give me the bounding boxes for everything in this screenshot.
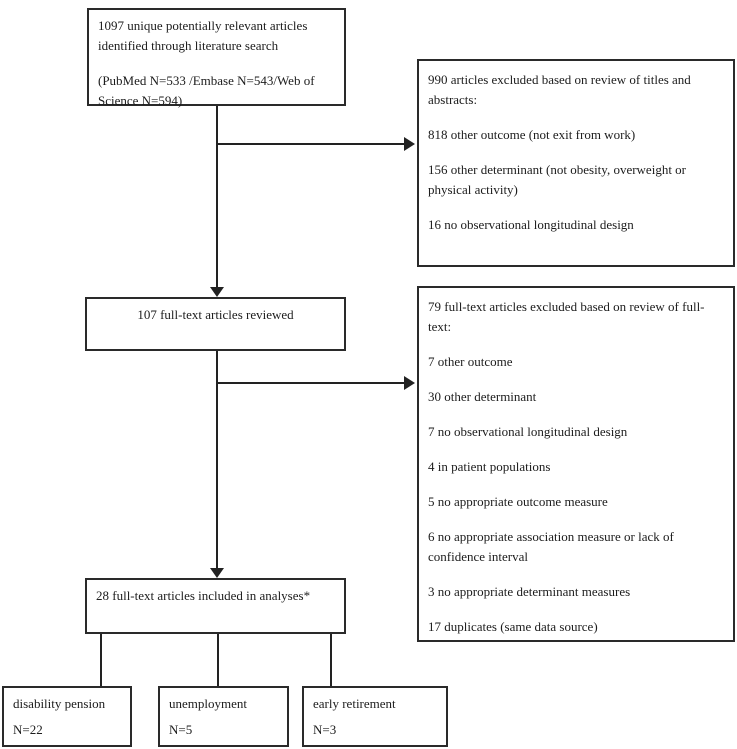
box-fulltext-reviewed	[85, 297, 346, 351]
excluded-fulltext-item: 7 no observational longitudinal design	[428, 424, 628, 439]
box-included-analyses	[85, 578, 346, 634]
arrowhead-down-icon	[210, 568, 224, 578]
identified-sources-text: (PubMed N=533 /Embase N=543/Web of Science N=594)	[98, 73, 315, 108]
excluded-fulltext-item: 5 no appropriate outcome measure	[428, 494, 608, 509]
unemployment-label: unemployment	[169, 696, 247, 711]
included-analyses-text: 28 full-text articles included in analyses*	[96, 588, 311, 603]
disability-pension-count: N=22	[13, 722, 43, 737]
arrowhead-right-icon	[404, 376, 415, 390]
excluded-fulltext-item: 3 no appropriate determinant measures	[428, 584, 631, 599]
box-outcome-early-retirement	[302, 686, 448, 747]
excluded-titles-header: 990 articles excluded based on review of titles and abstracts:	[428, 72, 691, 107]
connector-branch-to-excluded-titles	[216, 143, 404, 145]
connector-included-to-unemployment	[217, 634, 219, 686]
identified-articles-text: 1097 unique potentially relevant articles identified through literature search	[98, 18, 308, 53]
early-retirement-label: early retirement	[313, 696, 396, 711]
excluded-titles-item: 818 other outcome (not exit from work)	[428, 127, 636, 142]
disability-pension-label: disability pension	[13, 696, 106, 711]
early-retirement-count: N=3	[313, 722, 337, 737]
arrowhead-down-icon	[210, 287, 224, 297]
connector-identified-to-reviewed	[216, 106, 218, 287]
excluded-fulltext-item: 7 other outcome	[428, 354, 513, 369]
unemployment-count: N=5	[169, 722, 193, 737]
box-outcome-disability-pension	[2, 686, 132, 747]
excluded-fulltext-item: 4 in patient populations	[428, 459, 551, 474]
excluded-fulltext-item: 6 no appropriate association measure or lack of confidence interval	[428, 529, 674, 564]
connector-branch-to-excluded-fulltext	[216, 382, 404, 384]
excluded-fulltext-header: 79 full-text articles excluded based on review of full-text:	[428, 299, 705, 334]
excluded-titles-item: 16 no observational longitudinal design	[428, 217, 634, 232]
excluded-titles-item: 156 other determinant (not obesity, overweight or physical activity)	[428, 162, 687, 197]
connector-included-to-early-retirement	[330, 634, 332, 686]
box-identified-articles	[87, 8, 346, 106]
connector-included-to-disability	[100, 634, 102, 686]
excluded-fulltext-item: 17 duplicates (same data source)	[428, 619, 598, 634]
arrowhead-right-icon	[404, 137, 415, 151]
fulltext-reviewed-text: 107 full-text articles reviewed	[137, 307, 294, 322]
box-excluded-fulltext	[417, 286, 735, 642]
box-outcome-unemployment	[158, 686, 289, 747]
excluded-fulltext-item: 30 other determinant	[428, 389, 537, 404]
box-excluded-titles-abstracts	[417, 59, 735, 267]
